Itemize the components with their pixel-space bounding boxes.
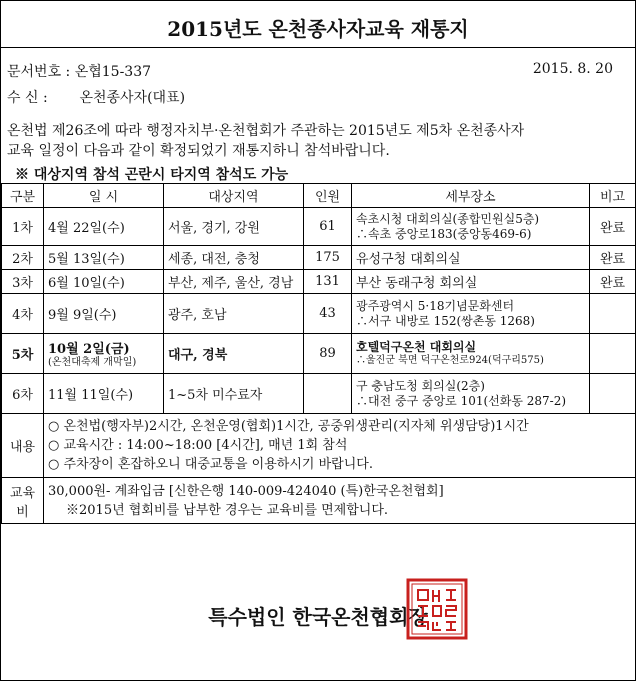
place-name: 구 충남도청 회의실(2층) bbox=[356, 378, 485, 393]
place-name: 속초시청 대회의실(종합민원실5층) bbox=[356, 211, 540, 226]
note-cell bbox=[590, 294, 636, 334]
place-cell: 유성구청 대회의실 bbox=[352, 246, 590, 270]
round-cell: 6차 bbox=[2, 374, 44, 414]
fee-label-line-2: 비 bbox=[16, 504, 29, 520]
header-cell: 비고 bbox=[590, 184, 636, 208]
recipient-value: 온천종사자(대표) bbox=[79, 90, 186, 106]
round-cell: 4차 bbox=[2, 294, 44, 334]
content-label: 내용 bbox=[2, 414, 44, 478]
round-cell: 2차 bbox=[2, 246, 44, 270]
place-cell bbox=[352, 294, 590, 334]
recipient-line bbox=[7, 87, 185, 107]
title-divider bbox=[1, 47, 635, 48]
table-row bbox=[2, 270, 636, 294]
place-name: 광주광역시 5·18기념문화센터 bbox=[356, 298, 515, 313]
note-cell: 완료 bbox=[590, 270, 636, 294]
content-line: ○ 온천법(행자부)2시간, 온천운영(협회)1시간, 공중위생관리(지자체 위생담당)1시간 bbox=[48, 419, 529, 434]
count-cell: 89 bbox=[304, 334, 352, 374]
count-cell: 43 bbox=[304, 294, 352, 334]
region-cell: 서울, 경기, 강원 bbox=[164, 208, 304, 246]
intro-line-2: 교육 일정이 다음과 같이 확정되었기 재통지하니 참석바랍니다. bbox=[7, 143, 390, 159]
document-date: 2015. 8. 20 bbox=[532, 61, 613, 77]
intro-line-1: 온천법 제26조에 따라 행정자치부·온천협회가 주관하는 2015년도 제5차 온천종사자 bbox=[7, 123, 525, 139]
official-seal-icon bbox=[406, 578, 468, 640]
fee-line: ※2015년 협회비를 납부한 경우는 교육비를 면제합니다. bbox=[66, 502, 389, 518]
content-row bbox=[2, 414, 636, 478]
fee-cell bbox=[44, 478, 636, 524]
header-cell: 세부장소 bbox=[352, 184, 590, 208]
note-cell bbox=[590, 334, 636, 374]
table-row bbox=[2, 208, 636, 246]
note-cell: 완료 bbox=[590, 208, 636, 246]
date-cell bbox=[44, 334, 164, 374]
date-cell: 4월 22일(수) bbox=[44, 208, 164, 246]
round-cell: 3차 bbox=[2, 270, 44, 294]
place-cell bbox=[352, 334, 590, 374]
region-cell: 세종, 대전, 충청 bbox=[164, 246, 304, 270]
place-address: ∴울진군 북면 덕구온천로924(덕구리575) bbox=[356, 355, 544, 366]
place-cell: 부산 동래구청 회의실 bbox=[352, 270, 590, 294]
note-cell bbox=[590, 374, 636, 414]
table-row bbox=[2, 246, 636, 270]
count-cell: 61 bbox=[304, 208, 352, 246]
fee-line: 30,000원- 계좌입금 [신한은행 140-009-424040 (특)한국온천협회] bbox=[48, 483, 444, 499]
count-cell bbox=[304, 374, 352, 414]
place-cell bbox=[352, 374, 590, 414]
count-cell: 175 bbox=[304, 246, 352, 270]
place-name: 호텔덕구온천 대회의실 bbox=[356, 340, 477, 354]
count-cell: 131 bbox=[304, 270, 352, 294]
header-cell: 구분 bbox=[2, 184, 44, 208]
document-title: 2015년도 온천종사자교육 재통지 bbox=[167, 17, 469, 41]
header-cell: 대상지역 bbox=[164, 184, 304, 208]
header-cell: 일 시 bbox=[44, 184, 164, 208]
content-line: ○ 교육시간 : 14:00~18:00 [4시간], 매년 1회 참석 bbox=[48, 438, 348, 453]
schedule-table bbox=[1, 183, 636, 524]
fee-row bbox=[2, 478, 636, 524]
table-row bbox=[2, 374, 636, 414]
notice-text: ※ 대상지역 참석 곤란시 타지역 참석도 가능 bbox=[15, 167, 289, 183]
table-row bbox=[2, 294, 636, 334]
table-row bbox=[2, 334, 636, 374]
content-cell bbox=[44, 414, 636, 478]
place-address: ∴대전 중구 중앙로 101(선화동 287-2) bbox=[356, 393, 567, 408]
region-cell: 광주, 호남 bbox=[164, 294, 304, 334]
date-text: 10월 2일(금) bbox=[48, 342, 130, 357]
round-cell: 1차 bbox=[2, 208, 44, 246]
date-cell: 9월 9일(수) bbox=[44, 294, 164, 334]
signature-text: 특수법인 한국온천협회장 bbox=[208, 605, 428, 629]
date-cell: 5월 13일(수) bbox=[44, 246, 164, 270]
table-header-row bbox=[2, 184, 636, 208]
place-cell bbox=[352, 208, 590, 246]
region-cell: 대구, 경북 bbox=[164, 334, 304, 374]
place-address: ∴속초 중앙로183(중앙동469-6) bbox=[356, 226, 532, 241]
recipient-label: 수 신 : bbox=[7, 90, 48, 106]
fee-label-line-1: 교육 bbox=[9, 485, 36, 501]
document-number: 문서번호 : 온협15-337 bbox=[7, 64, 152, 80]
intro-paragraph bbox=[7, 121, 627, 161]
date-cell: 6월 10일(수) bbox=[44, 270, 164, 294]
round-cell: 5차 bbox=[2, 334, 44, 374]
region-cell: 1~5차 미수료자 bbox=[164, 374, 304, 414]
region-cell: 부산, 제주, 울산, 경남 bbox=[164, 270, 304, 294]
note-cell: 완료 bbox=[590, 246, 636, 270]
header-cell: 인원 bbox=[304, 184, 352, 208]
place-address: ∴서구 내방로 152(쌍촌동 1268) bbox=[356, 313, 535, 328]
content-line: ○ 주차장이 혼잡하오니 대중교통을 이용하시기 바랍니다. bbox=[48, 457, 373, 472]
date-cell: 11월 11일(수) bbox=[44, 374, 164, 414]
date-note: (온천대축제 개막일) bbox=[48, 357, 137, 368]
fee-label bbox=[2, 478, 44, 524]
